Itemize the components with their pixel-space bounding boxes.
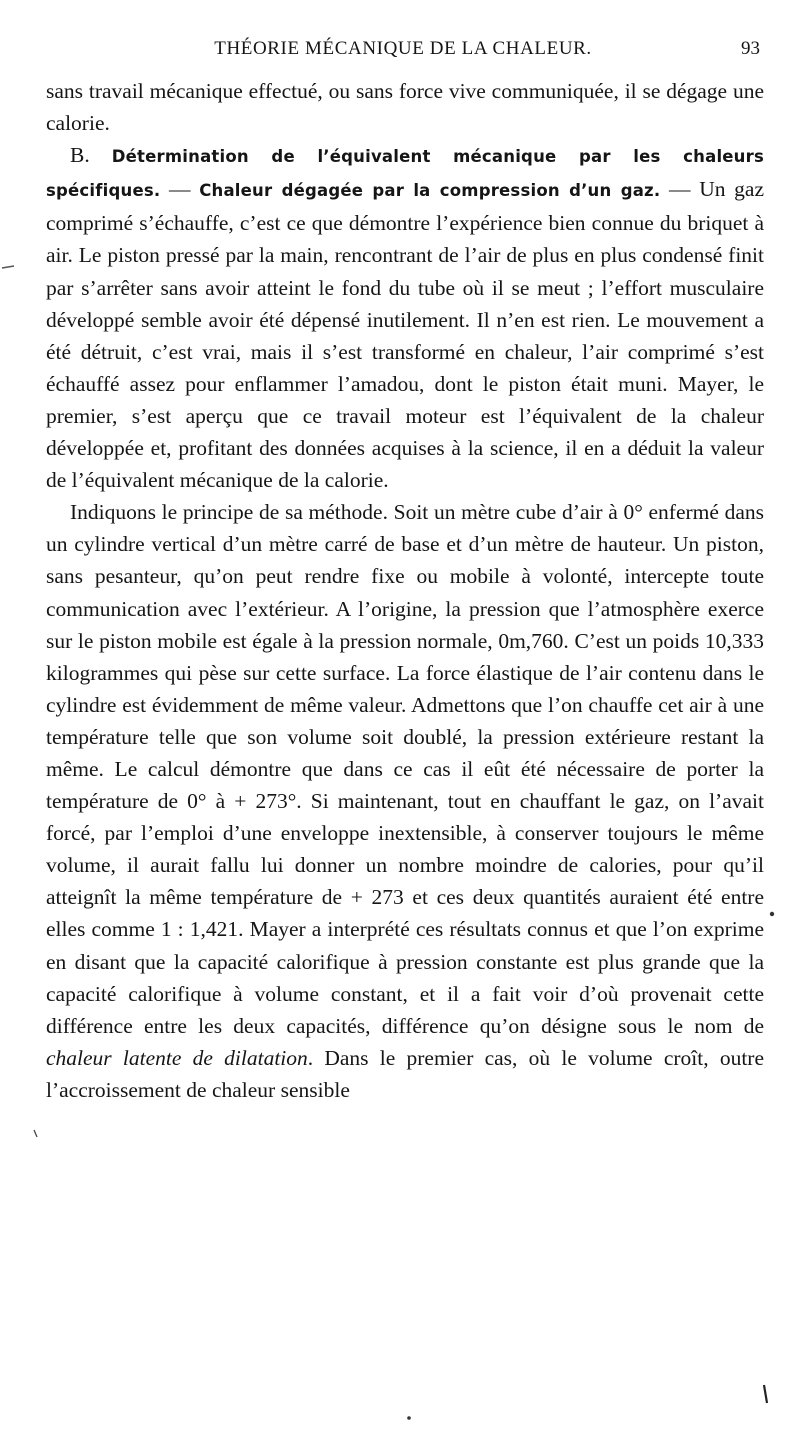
- paragraph-3-text-a: Indiquons le principe de sa méthode. Soit un mètre cube d’air à 0° enfermé dans un cylindre vertical d’un mètre carré de base et d’un mètre de hauteur. Un piston, sans pesanteur, qu’on peut rendre fixe ou mobile à volonté, intercepte toute communication avec l’extérieur. A l’origine, la pression que l’atmosphère exerce sur le piston mobile est égale à la pression normale, 0m,760. C’est un poids 10,333 kilogrammes qui pèse sur cette surface. La force élastique de l’air contenu dans le cylindre est évidemment de même valeur. Admettons que l’on chauffe cet air à une température telle que son volume soit doublé, la pression extérieure restant la même. Le calcul démontre que dans ce cas il eût été nécessaire de porter la température de 0° à + 273°. Si maintenant, tout en chauffant le gaz, on l’avait forcé, par l’emploi d’une enveloppe inextensible, à conserver toujours le même volume, il aurait fallu lui donner un nombre moindre de calories, pour qu’il atteignît la même température de + 273 et ces deux quantités auraient été entre elles comme 1 : 1,421. Mayer a interprété ces résultats connus et que l’on exprime en disant que la capacité calorifique à pression constante est plus grande que la capacité calorifique à volume constant, et il a fait voir d’où provenait cette différence entre les deux capacités, différence qu’on désigne sous le nom de: [46, 500, 764, 1038]
- subsection-heading: Chaleur dégagée par la compression d’un gaz.: [199, 181, 661, 201]
- corner-speck: [764, 1385, 767, 1403]
- body-text: [46, 75, 764, 1106]
- section-number: B.: [70, 143, 90, 168]
- margin-speck-tick: [34, 1130, 37, 1137]
- paragraph-2-text: — Un gaz comprimé s’échauffe, c’est ce que démontre l’expérience bien connue du briquet à air. Le piston pressé par la main, rencontrant de l’air de plus en plus condensé finit par s’arrêter sans avoir atteint le fond du tube où il se meut ; l’effort musculaire développé semble avoir été dépensé inutilement. Il n’en est rien. Le mouvement a été détruit, c’est vrai, mais il s’est transformé en chaleur, l’air comprimé s’est échauffé assez pour enflammer l’amadou, dont le piston était muni. Mayer, le premier, s’est aperçu que ce travail moteur est l’équivalent de la chaleur développée et, profitant des données acquises à la science, il en a déduit la valeur de l’équivalent mécanique de la calorie.: [46, 177, 764, 493]
- running-title: THÉORIE MÉCANIQUE DE LA CHALEUR.: [214, 38, 592, 59]
- paragraph-3: [46, 496, 764, 1106]
- section-heading: Détermination de l’équivalent mécanique par les chaleurs spécifiques.: [46, 147, 764, 201]
- margin-speck-right: [770, 912, 774, 916]
- heading-dash: —: [160, 177, 200, 202]
- paragraph-3-text-b: . Dans le premier cas, où le volume croît, outre l’accroissement de chaleur sensible: [46, 1045, 764, 1102]
- bottom-speck: [407, 1416, 411, 1420]
- running-head: [46, 34, 760, 64]
- page-number: 93: [741, 38, 760, 59]
- margin-speck-left: [2, 266, 14, 268]
- italic-term: chaleur latente de dilatation: [46, 1045, 308, 1070]
- paragraph-2: [46, 139, 764, 496]
- paragraph-1: sans travail mécanique effectué, ou sans force vive communiquée, il se dégage une calorie.: [46, 79, 764, 136]
